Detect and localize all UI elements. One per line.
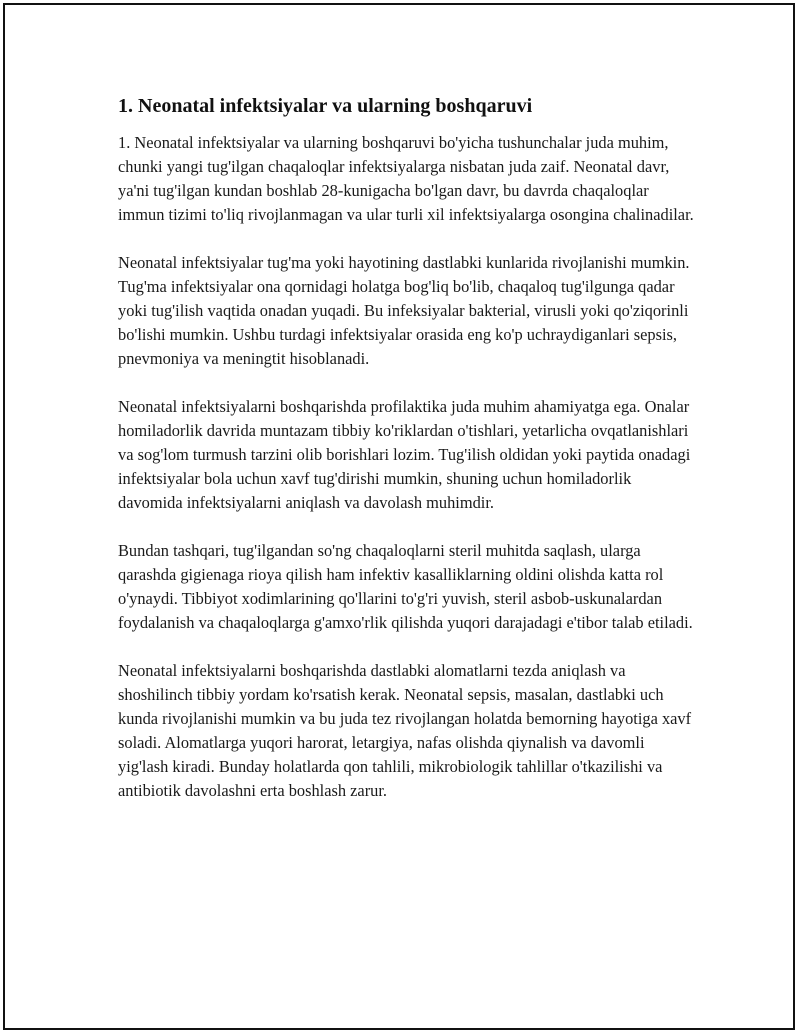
paragraph-1: 1. Neonatal infektsiyalar va ularning boshqaruvi bo'yicha tushunchalar juda muhim, chunki yangi tug'ilgan chaqaloqlar infektsiyalarga nisbatan juda zaif. Neonatal davr, ya'ni tug'ilgan kundan boshlab 28-kunigacha bo'lgan davr, bu davrda chaqaloqlar immun tizimi to'liq rivojlanmagan va ular turli xil infektsiyalarga osongina chalinadilar. bbox=[118, 133, 694, 224]
paragraph-5: Neonatal infektsiyalarni boshqarishda dastlabki alomatlarni tezda aniqlash va shoshilinch tibbiy yordam ko'rsatish kerak. Neonatal sepsis, masalan, dastlabki uch kunda rivojlanishi mumkin va bu juda tez rivojlangan holatda bemorning hayotiga xavf soladi. Alomatlarga yuqori harorat, letargiya, nafas olishda qiynalish va davomli yig'lash kiradi. Bunday holatlarda qon tahlili, mikrobiologik tahlillar o'tkazilishi va antibiotik davolashni erta boshlash zarur. bbox=[118, 661, 692, 800]
document-body bbox=[118, 92, 698, 803]
paragraph-2: Neonatal infektsiyalar tug'ma yoki hayotining dastlabki kunlarida rivojlanishi mumkin. Tug'ma infektsiyalar ona qornidagi holatga bog'liq bo'lib, chaqaloq tug'ilgunga qadar yoki tug'ilish vaqtida onadan yuqadi. Bu infeksiyalar bakterial, virusli yoki qo'ziqorinli bo'lishi mumkin. Ushbu turdagi infektsiyalar orasida eng ko'p uchraydiganlari sepsis, pnevmoniya va meningtit hisoblanadi. bbox=[118, 253, 690, 368]
paragraph-4: Bundan tashqari, tug'ilgandan so'ng chaqaloqlarni steril muhitda saqlash, ularga qarashda gigienaga rioya qilish ham infektiv kasalliklarning oldini olishda katta rol o'ynaydi. Tibbiyot xodimlarining qo'llarini to'g'ri yuvish, steril asbob-uskunalardan foydalanish va chaqaloqlarga g'amxo'rlik qilishda yuqori darajadagi e'tibor talab etiladi. bbox=[118, 541, 693, 632]
section-title: 1. Neonatal infektsiyalar va ularning boshqaruvi bbox=[118, 95, 533, 117]
paragraph-3: Neonatal infektsiyalarni boshqarishda profilaktika juda muhim ahamiyatga ega. Onalar homiladorlik davrida muntazam tibbiy ko'riklardan o'tishlari, yetarlicha ovqatlanishlari va sog'lom turmush tarzini olib borishlari lozim. Tug'ilish oldidan yoki paytida onadagi infektsiyalar bola uchun xavf tug'dirishi mumkin, shuning uchun homiladorlik davomida infektsiyalarni aniqlash va davolash muhimdir. bbox=[118, 397, 691, 512]
